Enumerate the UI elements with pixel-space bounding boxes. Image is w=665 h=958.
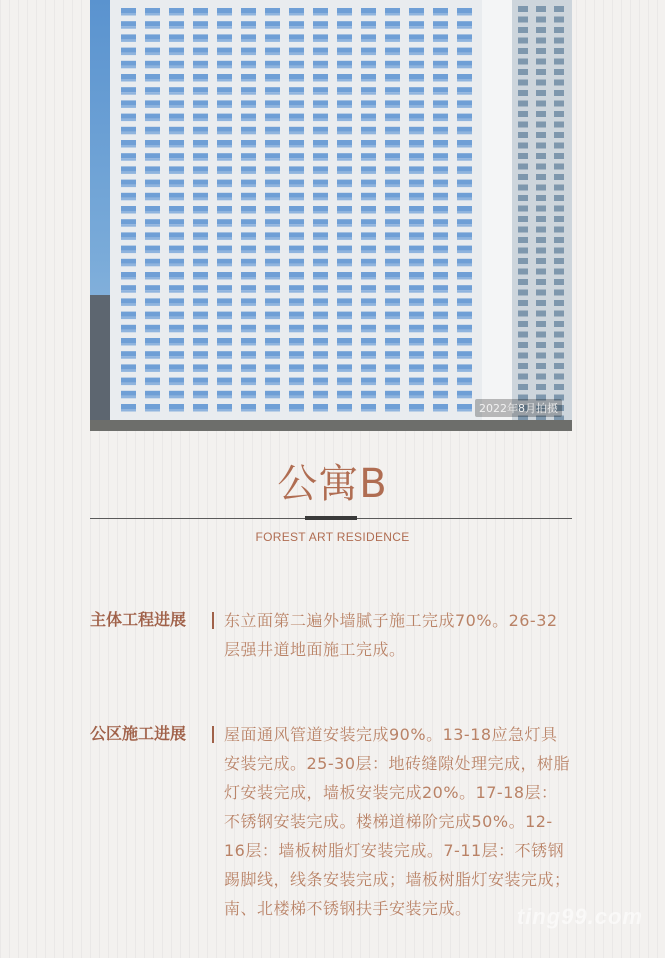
left-low-building — [90, 295, 110, 431]
section-text: 屋面通风管道安装完成90%。13-18应急灯具安装完成。25-30层：地砖缝隙处理完成，树脂灯安装完成，墙板安装完成20%。17-18层：不锈钢安装完成。楼梯道梯阶完成50%。12-16层：墙板树脂灯安装完成。7-11层：不锈钢踢脚线，线条安装完成；墙板树脂灯安装完成；南、北楼梯不锈钢扶手安装完成。 — [224, 725, 571, 918]
section-main-works — [90, 606, 580, 666]
section-label: 公区施工进展 — [90, 724, 187, 743]
title-divider-accent — [305, 516, 357, 520]
ground — [90, 420, 572, 431]
page-title: 公寓B — [277, 461, 388, 507]
tower-side-wall — [482, 0, 512, 431]
page-subtitle: FOREST ART RESIDENCE — [255, 530, 410, 544]
section-label: 主体工程进展 — [90, 610, 187, 629]
site-watermark: ting99.com — [516, 904, 643, 929]
apartment-building-image — [90, 0, 572, 431]
section-text: 东立面第二遍外墙腻子施工完成70%。26-32层强井道地面施工完成。 — [224, 611, 558, 659]
building-photo — [90, 0, 572, 431]
section-public-works — [90, 720, 580, 956]
section-separator — [212, 612, 214, 629]
photo-caption: 2022年8月拍摄 — [475, 399, 562, 417]
section-separator — [212, 726, 214, 743]
